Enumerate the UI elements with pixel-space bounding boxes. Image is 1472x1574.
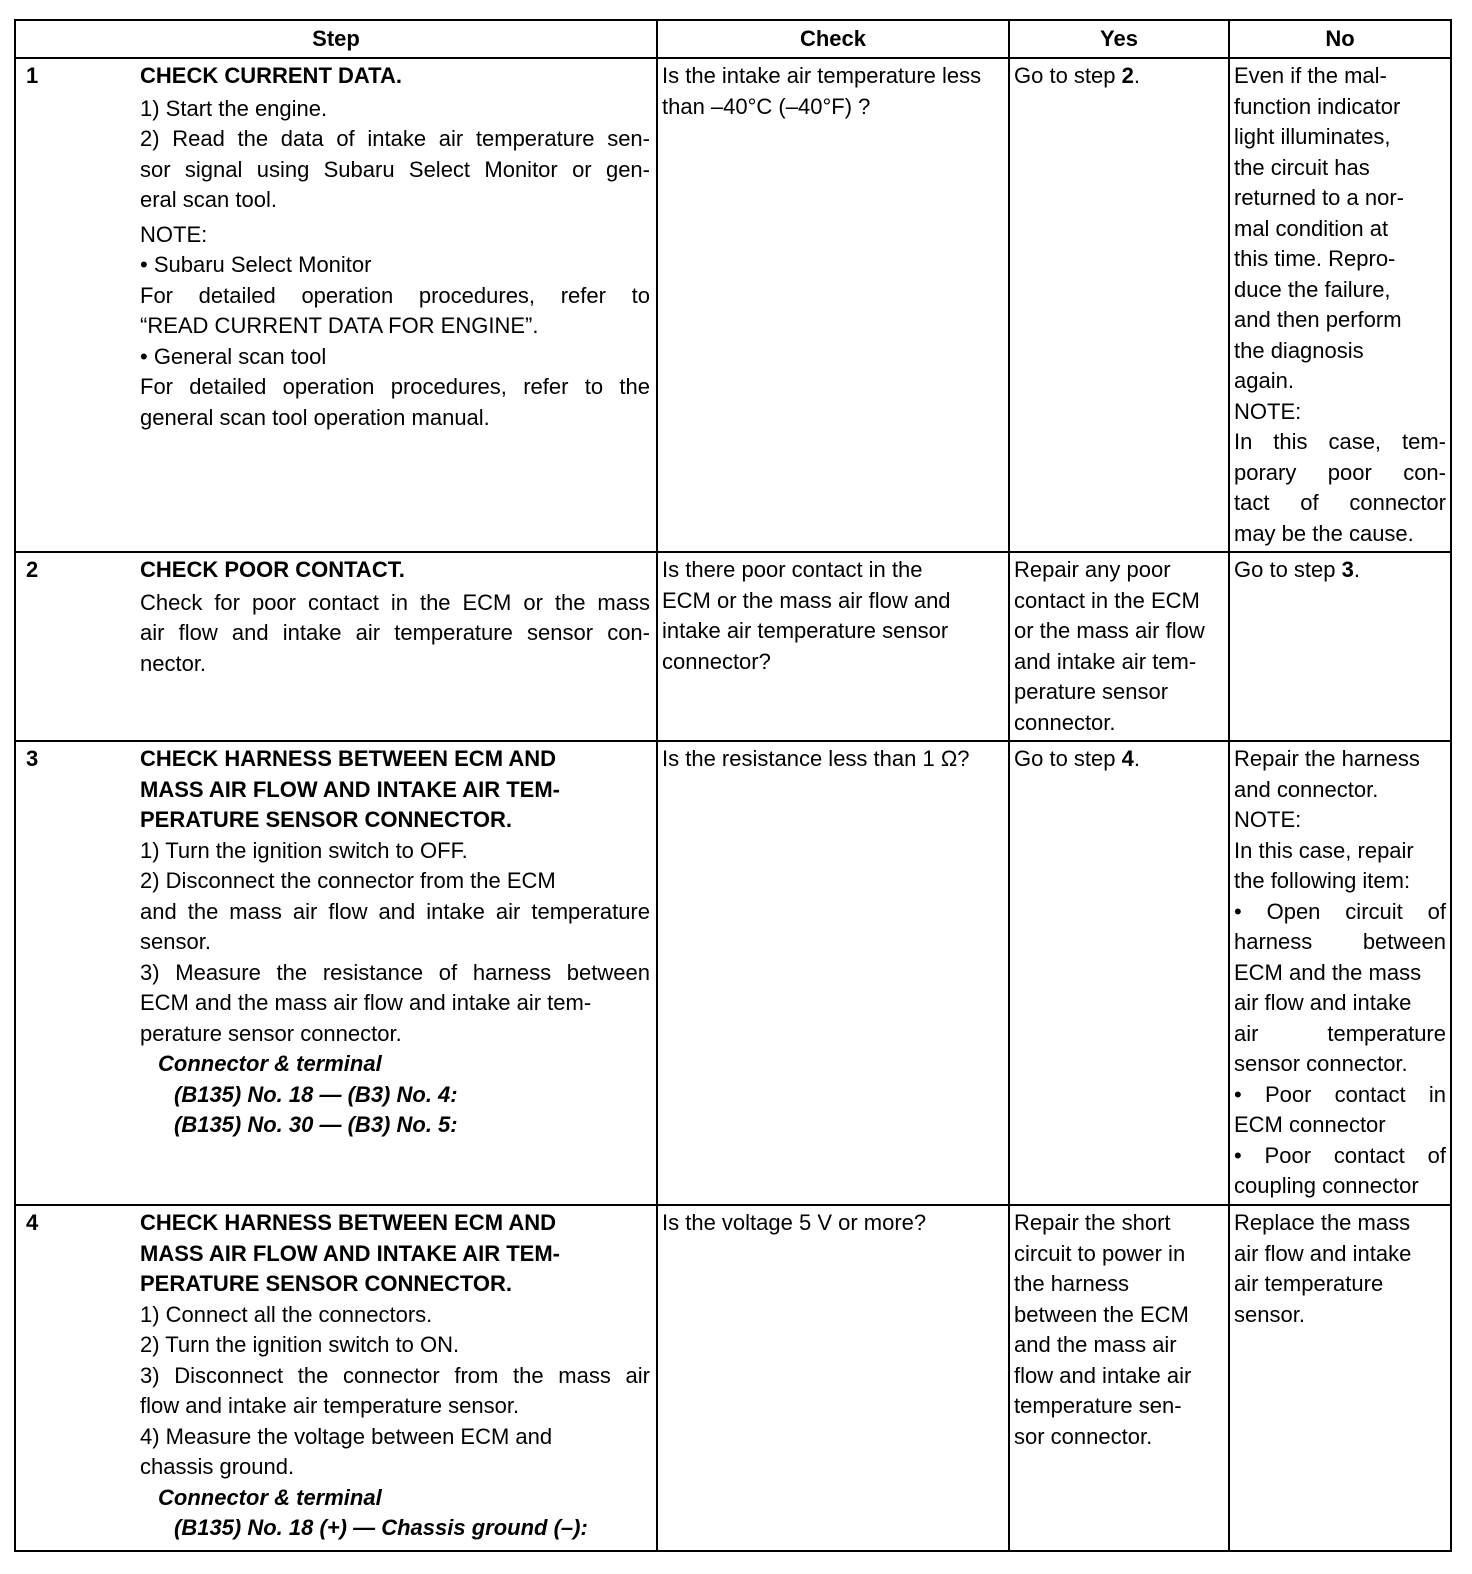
yes-line: and the mass air <box>1014 1332 1177 1357</box>
yes-line: or the mass air flow <box>1014 618 1205 643</box>
table-row <box>15 741 1451 1205</box>
step-line: • Subaru Select Monitor <box>140 252 372 277</box>
yes-line: temperature sen- <box>1014 1393 1182 1418</box>
column-header-no: No <box>1229 20 1451 58</box>
step-title: CHECK CURRENT DATA. <box>140 63 402 88</box>
step-line: 2) Turn the ignition switch to ON. <box>140 1332 460 1357</box>
connector-terminal-title: Connector & terminal <box>158 1051 382 1076</box>
step-title-line: MASS AIR FLOW AND INTAKE AIR TEM- <box>140 776 560 802</box>
step-line: flow and intake air temperature sensor. <box>140 1393 520 1418</box>
check-text: Is the intake air temperature less than –40°C (–40°F) ? <box>662 63 982 119</box>
no-line: • Poor contact of <box>1234 1142 1446 1168</box>
no-line: the following item: <box>1234 868 1411 893</box>
step-line: sensor. <box>140 929 211 954</box>
check-text: Is the voltage 5 V or more? <box>662 1210 927 1235</box>
no-line: coupling connector <box>1234 1173 1419 1198</box>
yes-cell <box>1009 1205 1229 1551</box>
no-line: again. <box>1234 368 1294 393</box>
no-line: air temperature <box>1234 1271 1384 1296</box>
connector-terminal-title: Connector & terminal <box>158 1484 382 1510</box>
yes-cell <box>1009 58 1229 552</box>
no-line: the circuit has <box>1234 154 1370 180</box>
step-line: 1) Connect all the connectors. <box>140 1301 433 1327</box>
step-line: sor signal using Subaru Select Monitor or gen- <box>140 156 650 182</box>
check-line: ECM or the mass air flow and <box>662 587 951 613</box>
no-line: may be the cause. <box>1234 520 1414 546</box>
step-line: • General scan tool <box>140 343 327 369</box>
no-step-number: 3 <box>1341 557 1354 582</box>
no-line: and connector. <box>1234 776 1379 802</box>
table-header-row <box>15 20 1451 58</box>
no-cell <box>1229 58 1451 552</box>
step-cell <box>15 552 657 741</box>
step-line: perature sensor connector. <box>140 1020 402 1046</box>
check-cell <box>657 1205 1009 1551</box>
yes-line: between the ECM <box>1014 1301 1189 1327</box>
step-line: For detailed operation procedures, refer to <box>140 282 650 308</box>
step-cell <box>15 1205 657 1551</box>
yes-suffix: . <box>1133 63 1140 88</box>
column-header-step: Step <box>15 20 657 58</box>
check-line: intake air temperature sensor <box>662 618 949 643</box>
yes-line: sor connector. <box>1014 1423 1153 1449</box>
no-line: In this case, repair <box>1234 837 1414 863</box>
no-line: air temperature <box>1234 1020 1446 1046</box>
step-line: 2) Disconnect the connector from the ECM <box>140 868 556 893</box>
yes-line: the harness <box>1014 1271 1129 1296</box>
no-line: Even if the mal- <box>1234 63 1387 88</box>
no-line: • Open circuit of <box>1234 898 1446 924</box>
step-line: air flow and intake air temperature sensor con- <box>140 620 650 645</box>
step-number: 3 <box>26 746 39 771</box>
step-title: CHECK POOR CONTACT. <box>140 557 405 582</box>
step-number: 1 <box>26 63 39 88</box>
table-row <box>15 552 1451 741</box>
check-line: connector? <box>662 648 771 674</box>
column-header-check: Check <box>657 20 1009 58</box>
yes-step-number: 4 <box>1121 746 1134 771</box>
no-line: air flow and intake <box>1234 1240 1412 1266</box>
step-title-line: CHECK HARNESS BETWEEN ECM AND <box>140 1210 556 1235</box>
no-line: tact of connector <box>1234 490 1446 515</box>
yes-line: flow and intake air <box>1014 1362 1192 1388</box>
step-title-line: CHECK HARNESS BETWEEN ECM AND <box>140 746 556 771</box>
step-title-line: PERATURE SENSOR CONNECTOR. <box>140 1271 513 1296</box>
no-line: sensor. <box>1234 1301 1305 1327</box>
no-line: • Poor contact in <box>1234 1081 1446 1107</box>
no-line: the diagnosis <box>1234 337 1364 363</box>
no-line: Repair the harness <box>1234 746 1420 771</box>
no-line: returned to a nor- <box>1234 185 1404 210</box>
step-title-line: MASS AIR FLOW AND INTAKE AIR TEM- <box>140 1240 560 1266</box>
step-line: 3) Measure the resistance of harness between <box>140 959 650 985</box>
yes-line: Repair any poor <box>1014 557 1171 582</box>
no-line: In this case, tem- <box>1234 429 1446 454</box>
no-cell <box>1229 1205 1451 1551</box>
yes-line: circuit to power in <box>1014 1240 1186 1266</box>
yes-prefix: Go to step <box>1014 746 1122 771</box>
yes-prefix: Go to step <box>1014 63 1122 88</box>
table-row <box>15 58 1451 552</box>
step-line: and the mass air flow and intake air temperature <box>140 898 650 924</box>
diagnosis-table <box>14 19 1452 1552</box>
no-line: air flow and intake <box>1234 990 1412 1015</box>
no-cell <box>1229 741 1451 1205</box>
yes-line: and intake air tem- <box>1014 648 1197 674</box>
connector-terminal-line: (B135) No. 30 — (B3) No. 5: <box>174 1112 458 1137</box>
step-line: nector. <box>140 650 207 676</box>
step-line: 3) Disconnect the connector from the mass air <box>140 1362 650 1388</box>
check-cell <box>657 552 1009 741</box>
step-line: For detailed operation procedures, refer to the <box>140 374 650 399</box>
yes-step-number: 2 <box>1121 63 1134 88</box>
step-line: chassis ground. <box>140 1454 295 1479</box>
no-line: this time. Repro- <box>1234 246 1396 271</box>
yes-cell <box>1009 552 1229 741</box>
step-title-line: PERATURE SENSOR CONNECTOR. <box>140 807 513 832</box>
yes-line: perature sensor <box>1014 679 1169 704</box>
no-line: mal condition at <box>1234 215 1389 241</box>
yes-line: Repair the short <box>1014 1210 1171 1235</box>
no-suffix: . <box>1353 557 1360 582</box>
yes-suffix: . <box>1133 746 1140 771</box>
no-line: ECM connector <box>1234 1112 1386 1137</box>
step-line: 1) Start the engine. <box>140 95 328 121</box>
step-line: 1) Turn the ignition switch to OFF. <box>140 837 468 863</box>
diagnosis-sheet <box>14 19 1450 1552</box>
yes-cell <box>1009 741 1229 1205</box>
note-label: NOTE: <box>140 221 208 247</box>
step-number: 2 <box>26 557 39 582</box>
step-cell <box>15 58 657 552</box>
step-line: general scan tool operation manual. <box>140 404 490 430</box>
no-line: porary poor con- <box>1234 459 1446 485</box>
step-cell <box>15 741 657 1205</box>
note-label: NOTE: <box>1234 398 1302 424</box>
note-label: NOTE: <box>1234 807 1302 832</box>
no-prefix: Go to step <box>1234 557 1342 582</box>
step-line: Check for poor contact in the ECM or the mass <box>140 589 650 615</box>
step-line: “READ CURRENT DATA FOR ENGINE”. <box>140 313 539 338</box>
no-line: duce the failure, <box>1234 276 1391 302</box>
yes-line: connector. <box>1014 709 1116 735</box>
column-header-yes: Yes <box>1009 20 1229 58</box>
no-line: Replace the mass <box>1234 1210 1411 1235</box>
check-cell <box>657 741 1009 1205</box>
check-cell <box>657 58 1009 552</box>
step-number: 4 <box>26 1210 39 1235</box>
no-line: sensor connector. <box>1234 1051 1408 1076</box>
table-row <box>15 1205 1451 1551</box>
no-line: function indicator <box>1234 93 1401 119</box>
no-line: ECM and the mass <box>1234 959 1422 985</box>
step-line: eral scan tool. <box>140 187 277 212</box>
step-line: 4) Measure the voltage between ECM and <box>140 1423 553 1449</box>
no-line: and then perform <box>1234 307 1402 332</box>
check-line: Is there poor contact in the <box>662 557 923 582</box>
step-line: ECM and the mass air flow and intake air tem- <box>140 990 592 1015</box>
connector-terminal-line: (B135) No. 18 (+) — Chassis ground (–): <box>174 1515 588 1540</box>
no-line: light illuminates, <box>1234 124 1391 149</box>
no-cell <box>1229 552 1451 741</box>
check-text: Is the resistance less than 1 Ω? <box>662 746 970 771</box>
connector-terminal-line: (B135) No. 18 — (B3) No. 4: <box>174 1081 458 1107</box>
no-line: harness between <box>1234 929 1446 954</box>
yes-line: contact in the ECM <box>1014 587 1200 613</box>
step-line: 2) Read the data of intake air temperature sen- <box>140 126 650 151</box>
